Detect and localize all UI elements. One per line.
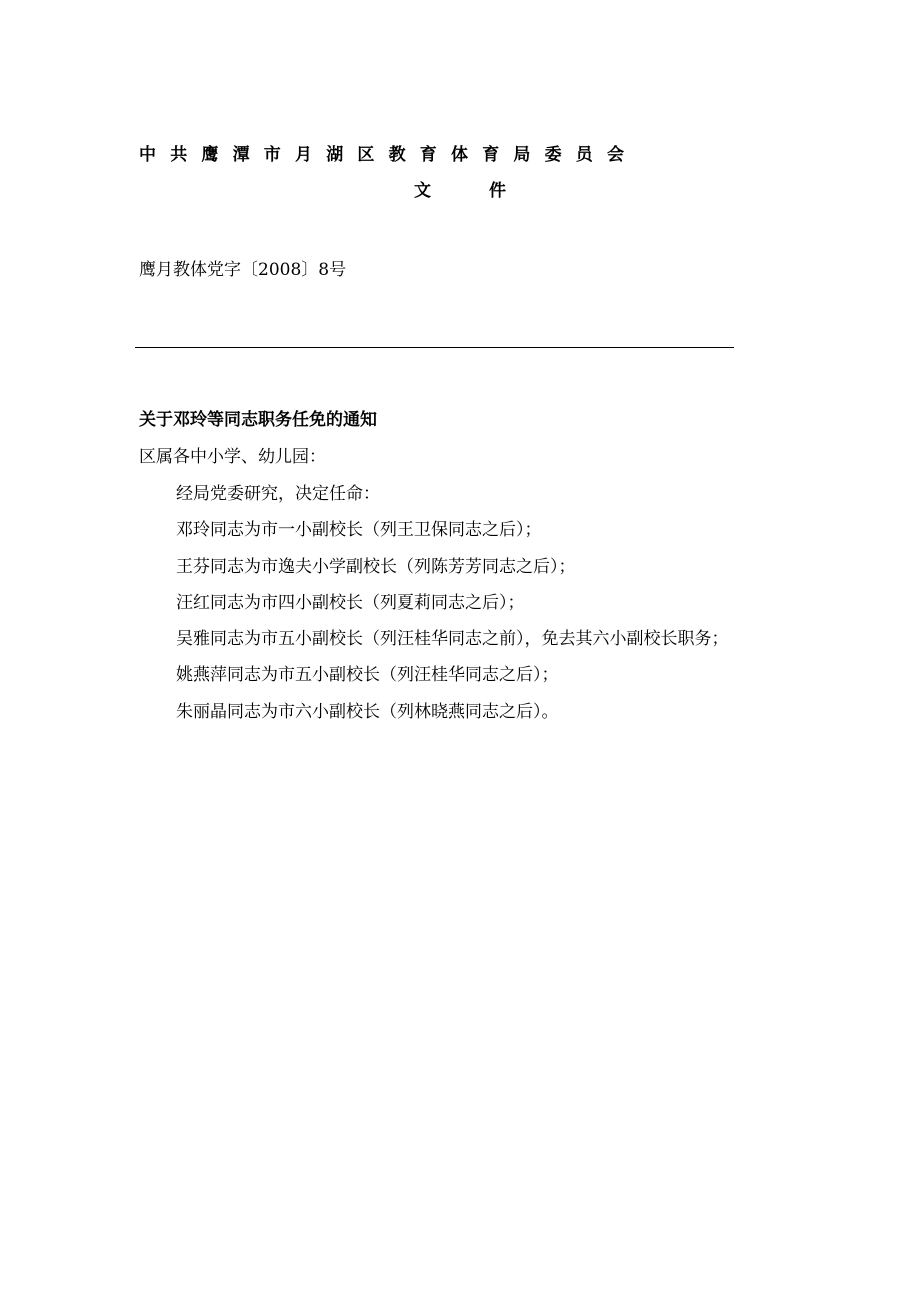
issuing-organization: 中共鹰潭市月湖区教育体育局委员会 (139, 145, 639, 165)
appointment-item: 姚燕萍同志为市五小副校长（列汪桂华同志之后）； (176, 665, 559, 686)
notice-recipient: 区属各中小学、幼儿园： (139, 447, 326, 467)
document-type-label: 文件 (414, 181, 564, 201)
appointment-item: 邓玲同志为市一小副校长（列王卫保同志之后）； (176, 520, 542, 541)
appointment-item: 朱丽晶同志为市六小副校长（列林晓燕同志之后）。 (176, 701, 559, 722)
body-paragraph: 经局党委研究，决定任命： (176, 484, 380, 504)
appointment-item: 吴雅同志为市五小副校长（列汪桂华同志之前），免去其六小副校长职务； (176, 629, 729, 650)
notice-body (176, 481, 729, 735)
notice-title: 关于邓玲等同志职务任免的通知 (139, 410, 377, 430)
document-number: 鹰月教体党字〔2008〕8号 (139, 260, 347, 280)
appointment-item: 汪红同志为市四小副校长（列夏莉同志之后）； (176, 592, 525, 613)
appointment-item: 王芬同志为市逸夫小学副校长（列陈芳芳同志之后）； (176, 556, 576, 577)
header-divider (135, 347, 734, 348)
